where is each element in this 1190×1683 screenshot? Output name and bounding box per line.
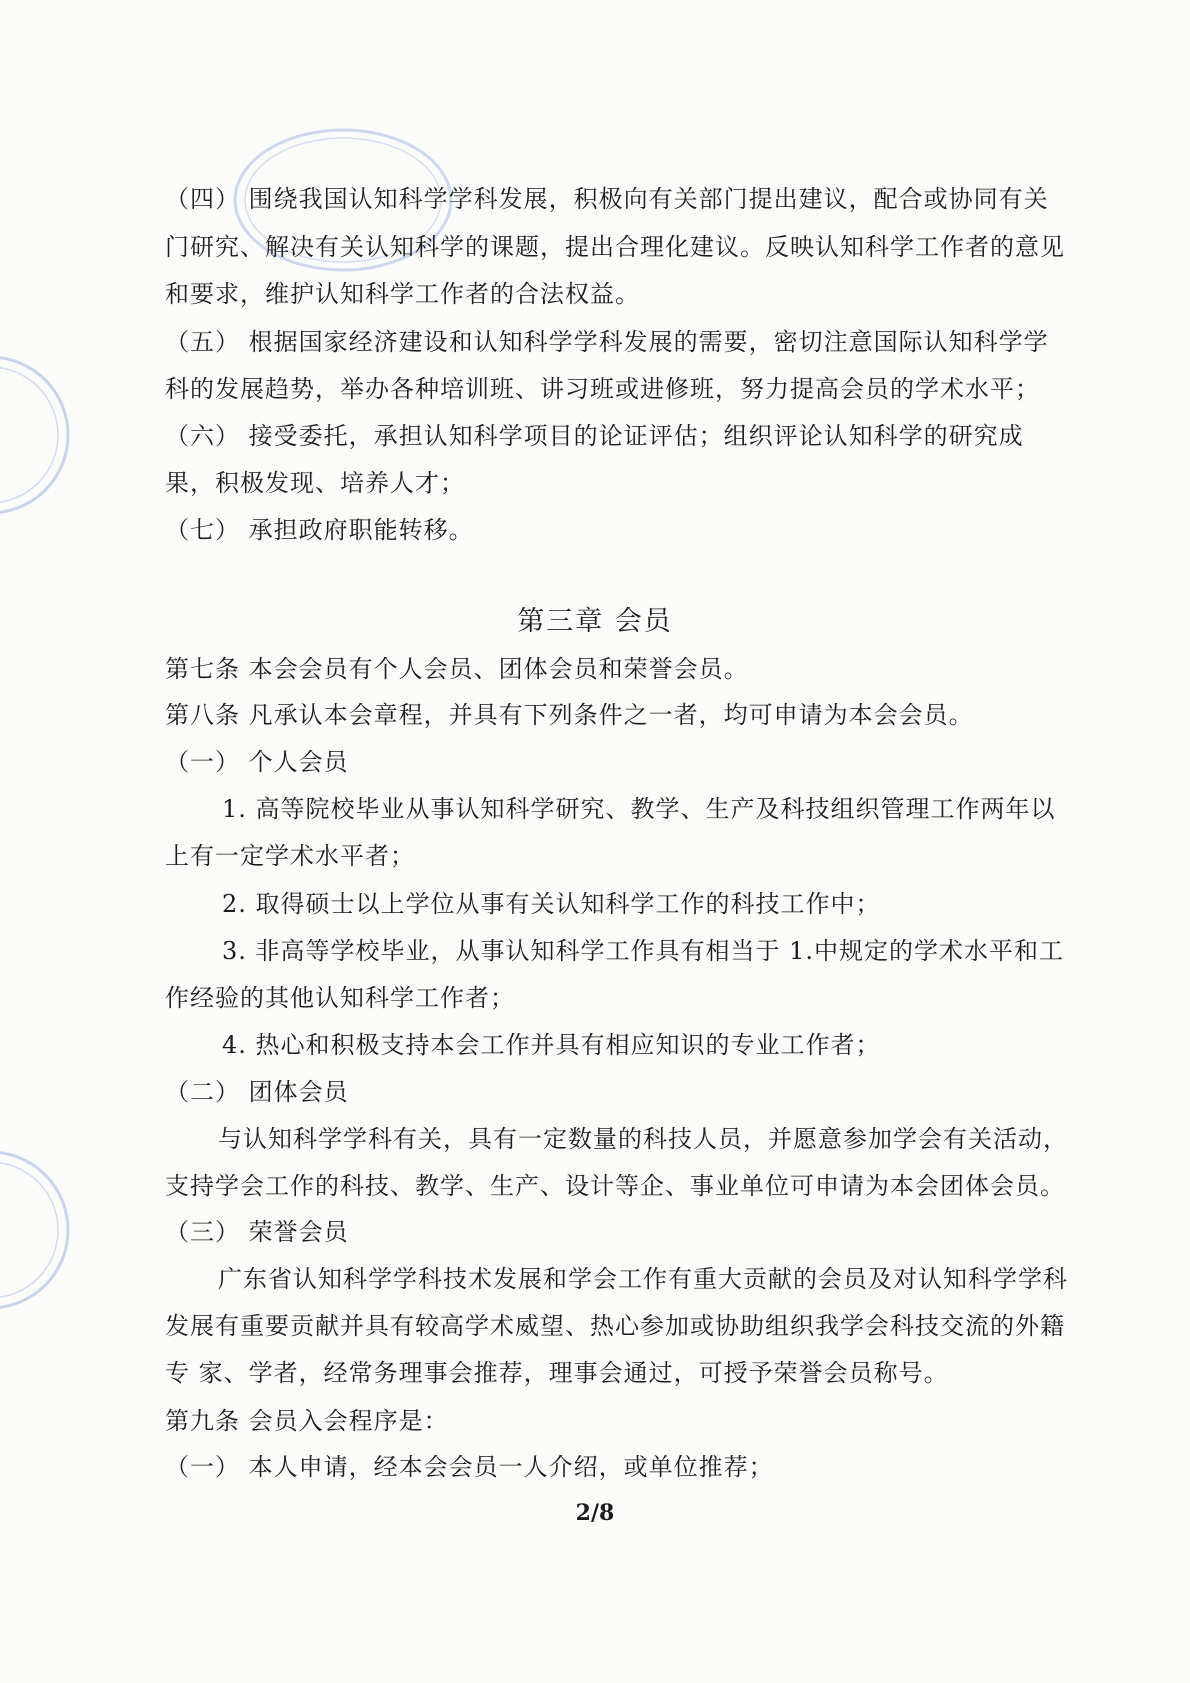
text-line: 和要求，维护认知科学工作者的合法权益。 (165, 280, 640, 308)
text-line: （三） 荣誉会员 (165, 1218, 349, 1246)
text-line: 第八条 凡承认本会章程，并具有下列条件之一者，均可申请为本会会员。 (165, 701, 974, 729)
text-line: （一） 本人申请，经本会会员一人介绍，或单位推荐； (165, 1453, 774, 1481)
official-seal-left-lower (0, 1150, 75, 1310)
page-number: 2/8 (575, 1500, 615, 1526)
text-line: 发展有重要贡献并具有较高学术威望、热心参加或协助组织我学会科技交流的外籍 (165, 1312, 1065, 1340)
text-line: 2. 取得硕士以上学位从事有关认知科学工作的科技工作中； (222, 890, 881, 918)
text-line: （四） 围绕我国认知科学学科发展，积极向有关部门提出建议，配合或协同有关 (165, 185, 1049, 213)
chapter-heading: 第三章 会员 (517, 606, 673, 637)
text-line: （五） 根据国家经济建设和认知科学学科发展的需要，密切注意国际认知科学学 (165, 328, 1049, 356)
text-line: 广东省认知科学学科技术发展和学会工作有重大贡献的会员及对认知科学学科 (218, 1265, 1068, 1293)
text-line: 第九条 会员入会程序是： (165, 1407, 449, 1435)
text-line: （六） 接受委托，承担认知科学项目的论证评估；组织评论认知科学的研究成 (165, 422, 1024, 450)
text-line: （二） 团体会员 (165, 1078, 349, 1106)
text-line: 门研究、解决有关认知科学的课题，提出合理化建议。反映认知科学工作者的意见 (165, 233, 1065, 261)
text-line: 与认知科学学科有关，具有一定数量的科技人员，并愿意参加学会有关活动， (218, 1125, 1068, 1153)
text-line: 科的发展趋势，举办各种培训班、讲习班或进修班，努力提高会员的学术水平； (165, 375, 1040, 403)
text-line: 上有一定学术水平者； (165, 842, 415, 870)
text-line: 3. 非高等学校毕业，从事认知科学工作具有相当于 1.中规定的学术水平和工 (222, 937, 1065, 965)
text-line: 1. 高等院校毕业从事认知科学研究、教学、生产及科技组织管理工作两年以 (222, 795, 1056, 823)
text-line: （七） 承担政府职能转移。 (165, 516, 474, 544)
text-line: 专 家、学者，经常务理事会推荐，理事会通过，可授予荣誉会员称号。 (165, 1359, 949, 1387)
text-line: 支持学会工作的科技、教学、生产、设计等企、事业单位可申请为本会团体会员。 (165, 1172, 1065, 1200)
text-line: （一） 个人会员 (165, 748, 349, 776)
official-seal-left-upper (0, 355, 75, 515)
text-line: 第七条 本会会员有个人会员、团体会员和荣誉会员。 (165, 655, 749, 683)
text-line: 作经验的其他认知科学工作者； (165, 984, 515, 1012)
text-line: 4. 热心和积极支持本会工作并具有相应知识的专业工作者； (222, 1031, 881, 1059)
text-line: 果，积极发现、培养人才； (165, 469, 465, 497)
